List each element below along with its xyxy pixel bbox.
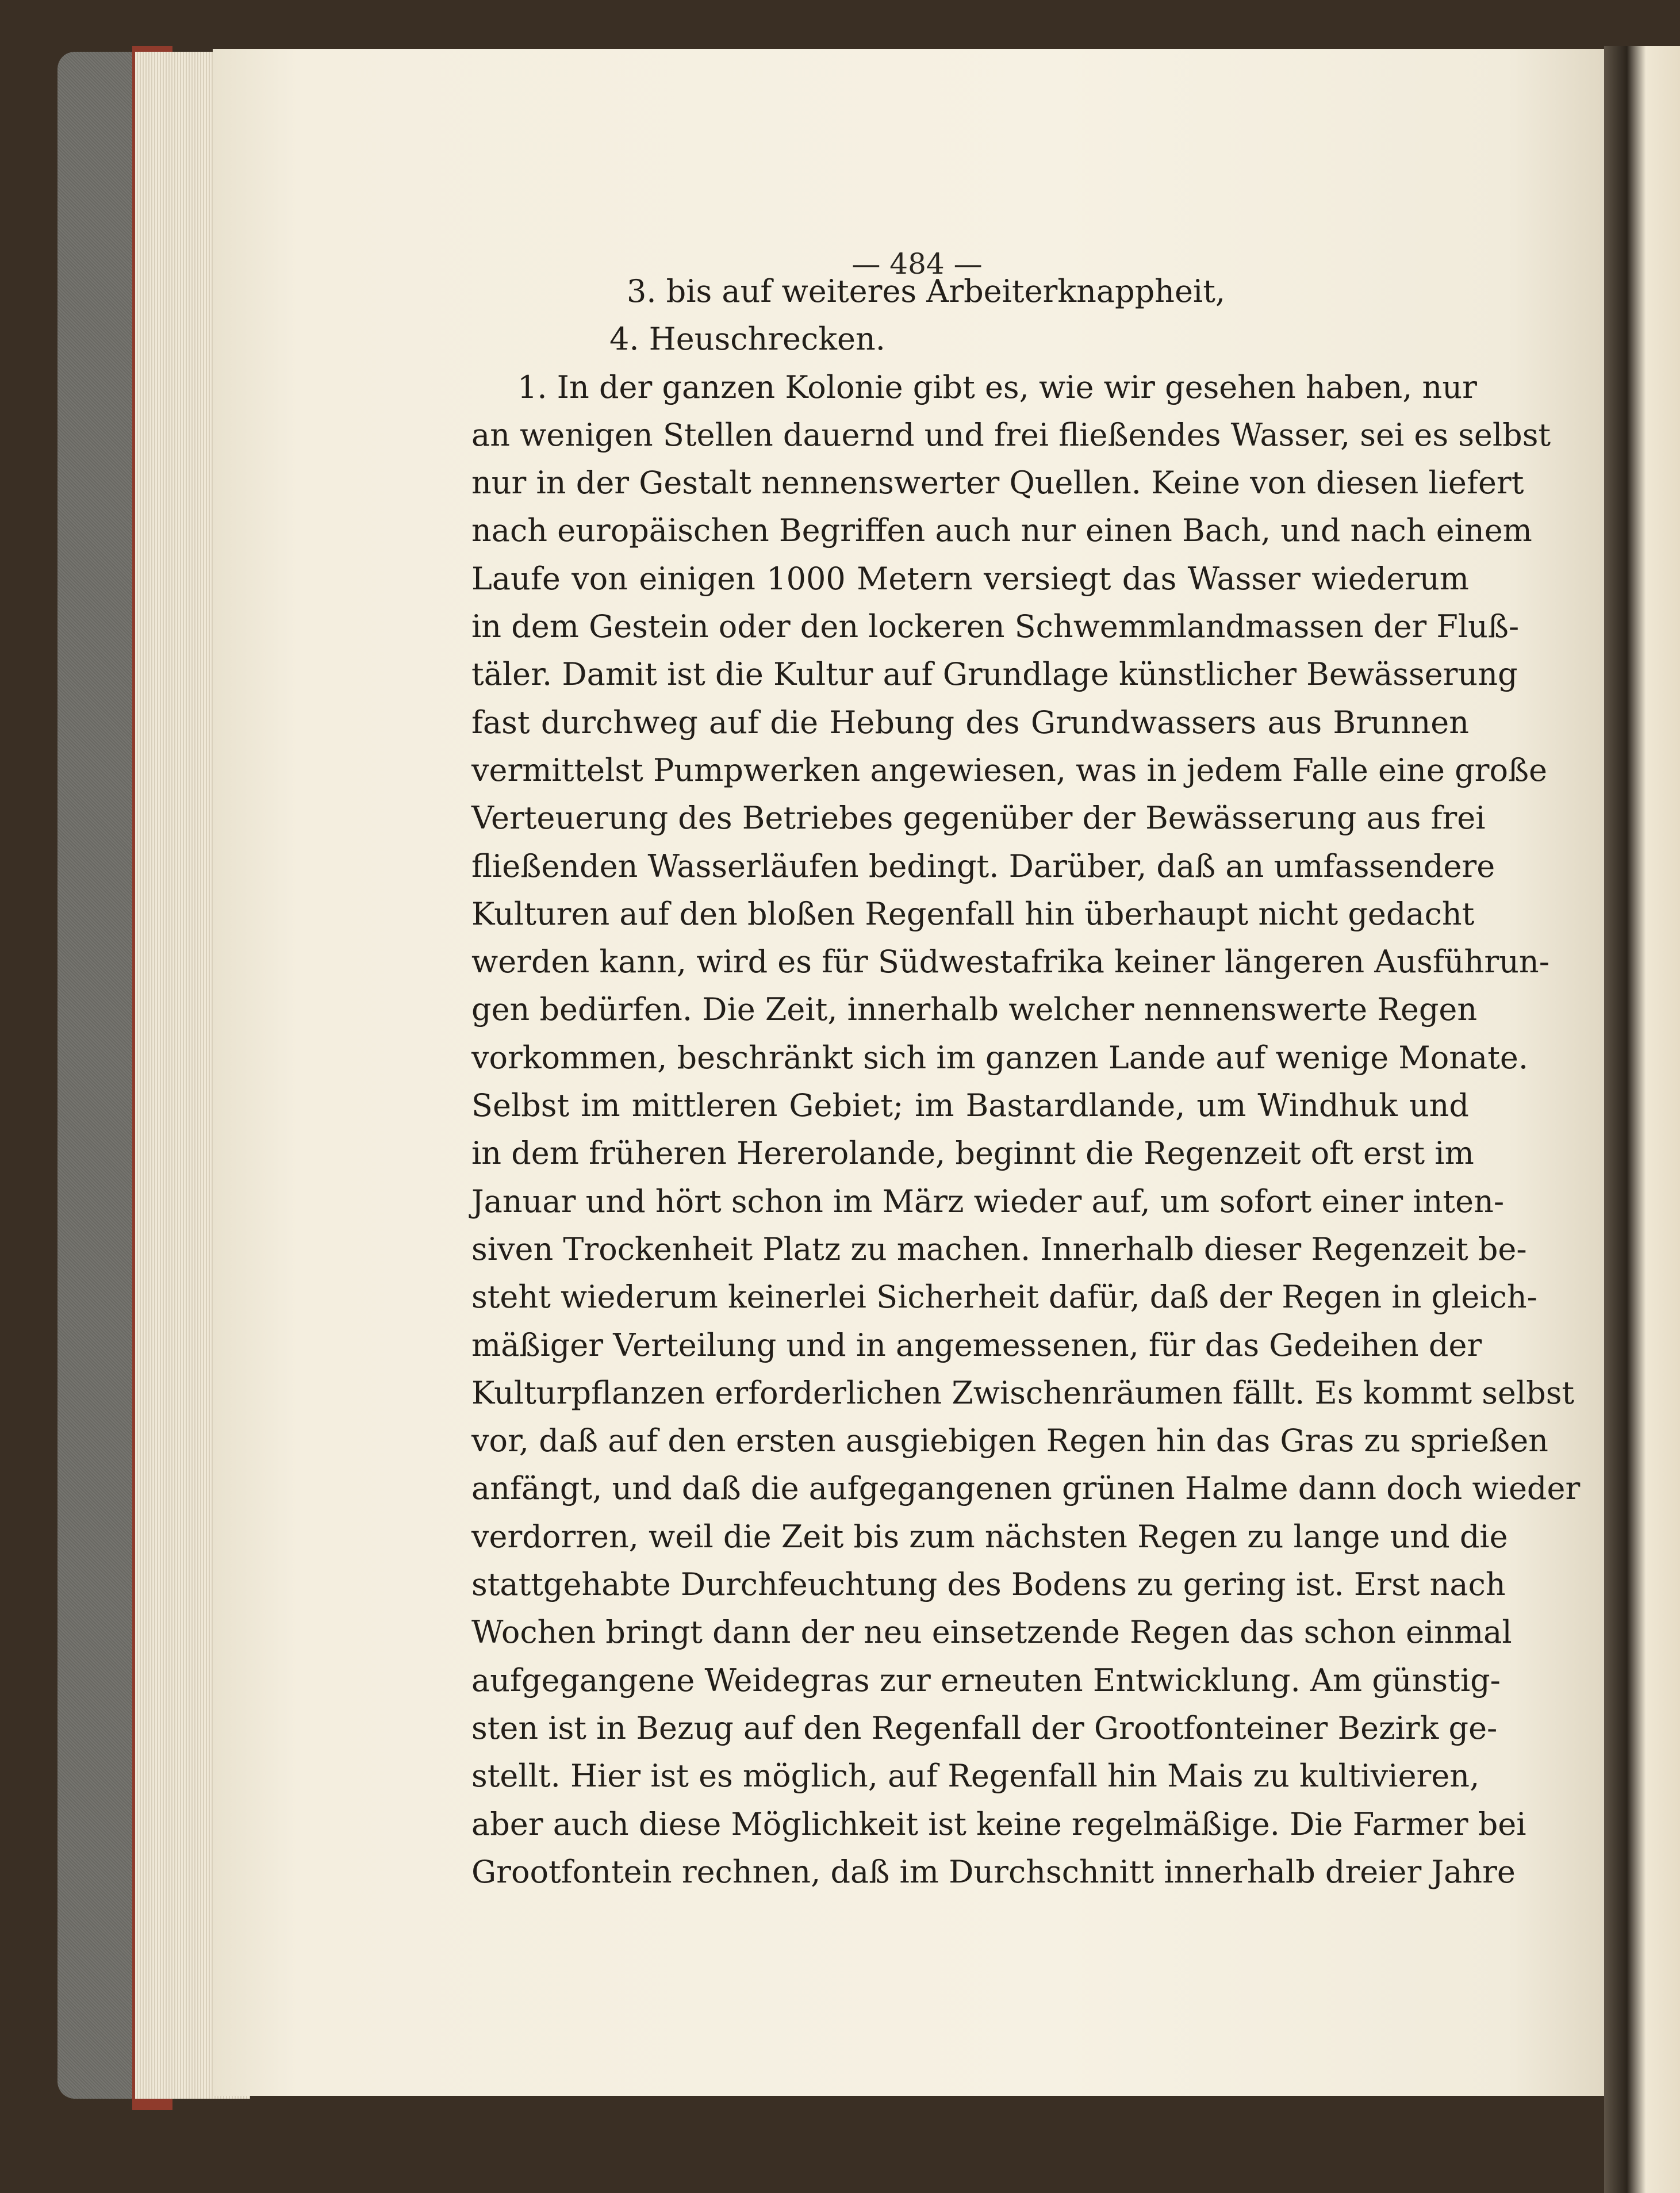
text-line: Januar und hört schon im März wieder auf, um sofort einer inten- — [471, 1183, 1505, 1220]
text-line: anfängt, und daß die aufgegangenen grünen Halme dann doch wieder — [471, 1470, 1581, 1507]
text-line: Grootfontein rechnen, daß im Durchschnitt innerhalb dreier Jahre — [471, 1853, 1516, 1890]
text-line: nur in der Gestalt nennenswerter Quellen. Keine von diesen liefert — [471, 465, 1524, 501]
text-line: vermittelst Pumpwerken angewiesen, was in jedem Falle eine große — [471, 752, 1547, 788]
text-line: siven Trockenheit Platz zu machen. Innerhalb dieser Regenzeit be- — [471, 1230, 1527, 1267]
text-line: steht wiederum keinerlei Sicherheit dafür, daß der Regen in gleich- — [471, 1279, 1537, 1316]
text-line: gen bedürfen. Die Zeit, innerhalb welcher nennenswerte Regen — [471, 991, 1478, 1028]
text-line: vorkommen, beschränkt sich im ganzen Lande auf wenige Monate. — [471, 1039, 1529, 1076]
text-line: fast durchweg auf die Hebung des Grundwassers aus Brunnen — [471, 704, 1469, 741]
text-line: stattgehabte Durchfeuchtung des Bodens zu gering ist. Erst nach — [471, 1566, 1506, 1603]
text-line: 1. In der ganzen Kolonie gibt es, wie wir gesehen haben, nur — [517, 369, 1477, 405]
text-line: in dem früheren Hererolande, beginnt die Regenzeit oft erst im — [471, 1135, 1474, 1172]
text-line: stellt. Hier ist es möglich, auf Regenfall hin Mais zu kultivieren, — [471, 1758, 1480, 1795]
text-line: vor, daß auf den ersten ausgiebigen Regen hin das Gras zu sprießen — [471, 1423, 1548, 1459]
text-line: verdorren, weil die Zeit bis zum nächsten Regen zu lange und die — [471, 1518, 1508, 1555]
page-number: — 484 — — [851, 247, 983, 281]
text-line: Kulturen auf den bloßen Regenfall hin überhaupt nicht gedacht — [471, 895, 1475, 932]
list-item: 3. bis auf weiteres Arbeiterknappheit, — [627, 273, 1226, 309]
text-line: werden kann, wird es für Südwestafrika keiner längeren Ausführun- — [471, 944, 1549, 980]
text-line: täler. Damit ist die Kultur auf Grundlage künstlicher Bewässerung — [471, 656, 1518, 693]
text-line: Laufe von einigen 1000 Metern versiegt das Wasser wiederum — [471, 560, 1469, 597]
book-gutter — [1604, 46, 1680, 2193]
text-line: in dem Gestein oder den lockeren Schwemmlandmassen der Fluß- — [471, 608, 1520, 645]
page-text — [471, 267, 1581, 1896]
text-line: Selbst im mittleren Gebiet; im Bastardlande, um Windhuk und — [471, 1087, 1469, 1124]
text-line: an wenigen Stellen dauernd und frei fließendes Wasser, sei es selbst — [471, 416, 1551, 453]
text-line: mäßiger Verteilung und in angemessenen, für das Gedeihen der — [471, 1326, 1482, 1363]
text-line: Wochen bringt dann der neu einsetzende Regen das schon einmal — [471, 1614, 1512, 1651]
text-line: Verteuerung des Betriebes gegenüber der Bewässerung aus frei — [471, 800, 1486, 837]
text-line: sten ist in Bezug auf den Regenfall der Grootfonteiner Bezirk ge- — [471, 1709, 1498, 1746]
text-line: aber auch diese Möglichkeit ist keine regelmäßige. Die Farmer bei — [471, 1805, 1526, 1842]
text-line: fließenden Wasserläufen bedingt. Darüber, daß an umfassendere — [471, 848, 1495, 884]
text-line: aufgegangene Weidegras zur erneuten Entwicklung. Am günstig- — [471, 1662, 1501, 1699]
list-item: 4. Heuschrecken. — [609, 321, 885, 358]
text-line: nach europäischen Begriffen auch nur einen Bach, und nach einem — [471, 512, 1532, 549]
text-line: Kulturpflanzen erforderlichen Zwischenräumen fällt. Es kommt selbst — [471, 1374, 1575, 1411]
